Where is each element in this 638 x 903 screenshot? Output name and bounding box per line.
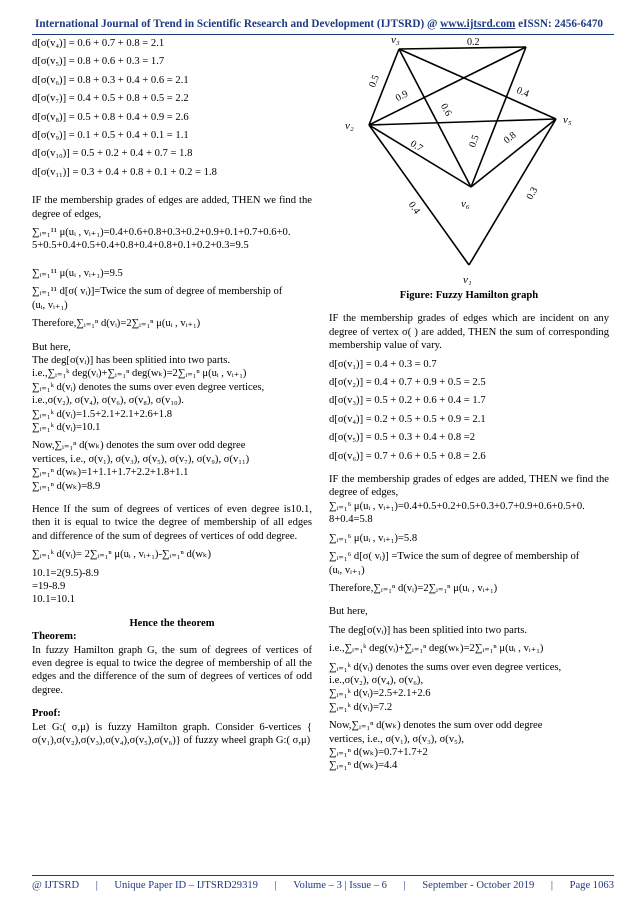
proof-text: Let G:( σ,μ) is fuzzy Hamilton graph. Consider 6-vertices { σ(v₁),σ(v₂),σ(v₃),σ(v₄),σ(v₅),σ(v₆)} of fuzzy wheel graph G:( σ,μ) (32, 721, 312, 747)
left-twice-line1: ∑ᵢ₌₁¹¹ d[σ( vᵢ)]=Twice the sum of degree of membership of (32, 286, 283, 298)
left-even-line1: ∑ᵢ₌₁ᵏ d(vᵢ) denotes the sums over even degree vertices, (32, 381, 265, 393)
vertex-label-v1: v₁ (463, 274, 472, 286)
vertex-degree-line: d[σ(v₉)] = 0.1 + 0.5 + 0.4 + 0.1 = 1.1 (32, 130, 189, 142)
edge-label-v4-v6: 0.5 (467, 133, 482, 150)
left-odd-line2: vertices, i.e., σ(v₁), σ(v₃), σ(v₅), σ(v₇), σ(v₉), σ(v₁₁) (32, 453, 250, 465)
edge-label-v4-v5: 0.4 (514, 85, 531, 100)
vertex-degree-line: d[σ(v₁₁)] = 0.3 + 0.4 + 0.8 + 0.1 + 0.2 = 1.8 (32, 166, 217, 178)
edge-label-v2-v1: 0.4 (405, 199, 423, 217)
edge-label-v5-v6: 0.8 (501, 129, 519, 147)
edge-label-v2-v4: 0.9 (393, 88, 411, 104)
vertex-degree-line: d[σ(v₄)] = 0.2 + 0.5 + 0.5 + 0.9 = 2.1 (329, 413, 486, 425)
vertex-degree-line: d[σ(v₄)] = 0.6 + 0.7 + 0.8 = 2.1 (32, 38, 165, 49)
left-even-sum: ∑ᵢ₌₁ᵏ d(vᵢ)=1.5+2.1+2.1+2.6+1.8 (32, 408, 173, 420)
right-sum-edges-total: ∑ᵢ₌₁⁶ μ(uᵢ , vᵢ₊₁)=5.8 (329, 532, 418, 544)
left-formula: ∑ᵢ₌₁ᵏ d(vᵢ)= 2∑ᵢ₌₁ⁿ μ(uᵢ , vᵢ₊₁)-∑ᵢ₌₁ⁿ d(wₖ) (32, 549, 212, 561)
left-calc-2: =19-8.9 (32, 581, 66, 592)
footer-separator: | (274, 880, 277, 891)
footer-page-number: Page 1063 (569, 880, 614, 891)
footer-separator: | (95, 880, 98, 891)
right-therefore: Therefore,∑ᵢ₌₁ⁿ d(vᵢ)=2∑ᵢ₌₁ⁿ μ(uᵢ , vᵢ₊₁) (329, 582, 498, 594)
left-therefore: Therefore,∑ᵢ₌₁ⁿ d(vᵢ)=2∑ᵢ₌₁ⁿ μ(uᵢ , vᵢ₊₁) (32, 318, 201, 330)
right-degree-list (329, 358, 609, 463)
vertex-degree-line: d[σ(v₂)] = 0.4 + 0.7 + 0.9 + 0.5 = 2.5 (329, 377, 486, 389)
vertex-degree-line: d[σ(v₁₀)] = 0.5 + 0.2 + 0.4 + 0.7 = 1.8 (32, 148, 193, 160)
theorem-text: In fuzzy Hamilton graph G, the sum of degrees of vertices of even degree is equal to twice the degree of membership of all the edges and the difference of the sum of degrees of vertices of odd degree. (32, 644, 312, 696)
vertex-label-v3: v₃ (391, 37, 400, 46)
right-odd-line1: Now,∑ᵢ₌₁ⁿ d(wₖ) denotes the sum over odd degree (329, 720, 543, 732)
edge-label-v3-v6: 0.6 (438, 101, 454, 119)
left-sum-edges-line2: 5+0.5+0.4+0.5+0.4+0.8+0.4+0.8+0.1+0.2+0.3=9.5 (32, 240, 249, 252)
left-if-edges-text: IF the membership grades of edges are added, THEN we find the degree of edges, (32, 195, 312, 220)
left-degree-list (32, 37, 312, 179)
left-sum-edges-total: ∑ᵢ₌₁¹¹ μ(uᵢ , vᵢ₊₁)=9.5 (32, 267, 123, 279)
left-column (32, 37, 312, 747)
left-split-text: The deg[σ(vᵢ)] has been splitied into two parts. (32, 354, 231, 366)
right-column (329, 37, 609, 773)
right-split-text: The deg[σ(vᵢ)] has been splitied into two parts. (329, 624, 528, 636)
page-footer (32, 880, 614, 891)
theorem-heading: Theorem: (32, 631, 77, 643)
right-even-line1: ∑ᵢ₌₁ᵏ d(vᵢ) denotes the sums over even degree vertices, (329, 661, 562, 673)
left-odd-line1: Now,∑ᵢ₌₁ⁿ d(wₖ) denotes the sum over odd degree (32, 440, 246, 452)
edge-label-v5-v1: 0.3 (524, 185, 541, 202)
left-calc-3: 10.1=10.1 (32, 594, 76, 606)
footer-paper-id: Unique Paper ID – IJTSRD29319 (114, 880, 258, 891)
right-even-sum: ∑ᵢ₌₁ᵏ d(vᵢ)=2.5+2.1+2.6 (329, 688, 431, 700)
journal-issn: eISSN: 2456-6470 (515, 18, 604, 30)
edge-v3-v4 (399, 47, 526, 49)
left-sum-edges-line1: ∑ᵢ₌₁¹¹ μ(uᵢ , vᵢ₊₁)=0.4+0.6+0.8+0.3+0.2+0.9+0.1+0.7+0.6+0. (32, 227, 291, 239)
edge-label-v3-v4: 0.2 (467, 37, 480, 48)
right-twice-line1: ∑ᵢ₌₁⁶ d[σ( vᵢ)] =Twice the sum of degree of membership of (329, 551, 580, 563)
figure-caption: Figure: Fuzzy Hamilton graph (399, 290, 539, 301)
vertex-label-v6: v₆ (461, 198, 470, 210)
right-odd-line2: vertices, i.e., σ(v₁), σ(v₃), σ(v₅), (329, 733, 464, 745)
fuzzy-hamilton-graph (329, 37, 609, 289)
vertex-degree-line: d[σ(v₃)] = 0.5 + 0.2 + 0.6 + 0.4 = 1.7 (329, 395, 486, 407)
vertex-degree-line: d[σ(v₈)] = 0.5 + 0.8 + 0.4 + 0.9 = 2.6 (32, 111, 189, 123)
vertex-degree-line: d[σ(v₇)] = 0.4 + 0.5 + 0.8 + 0.5 = 2.2 (32, 93, 189, 105)
vertex-degree-line: d[σ(v₆)] = 0.7 + 0.6 + 0.5 + 0.8 = 2.6 (329, 450, 486, 462)
left-ie-formula: i.e.,∑ᵢ₌₁ᵏ deg(vᵢ)+∑ᵢ₌₁ⁿ deg(wₖ)=2∑ᵢ₌₁ⁿ μ(uᵢ , vᵢ₊₁) (32, 368, 247, 380)
vertex-degree-line: d[σ(v₅)] = 0.5 + 0.3 + 0.4 + 0.8 =2 (329, 432, 476, 444)
vertex-degree-line: d[σ(v₅)] = 0.8 + 0.6 + 0.3 = 1.7 (32, 56, 165, 68)
footer-publisher: @ IJTSRD (32, 880, 80, 891)
fuzzy-hamilton-figure (329, 37, 609, 289)
journal-header (0, 18, 638, 30)
left-even-line2: i.e.,σ(v₂), σ(v₄), σ(v₆), σ(v₈), σ(v₁₀). (32, 395, 184, 407)
right-if-edges-text: IF the membership grades of edges are added, THEN we find the degree of edges, (329, 474, 609, 499)
right-but-here: But here, (329, 606, 368, 618)
right-even-total: ∑ᵢ₌₁ᵏ d(vᵢ)=7.2 (329, 701, 393, 713)
right-odd-total: ∑ᵢ₌₁ⁿ d(wₖ)=4.4 (329, 760, 398, 772)
vertex-label-v5: v₅ (563, 114, 572, 126)
right-twice-line2: (uᵢ, vᵢ₊₁) (329, 564, 365, 576)
left-twice-line2: (uᵢ, vᵢ₊₁) (32, 299, 68, 311)
journal-title: International Journal of Trend in Scientific Research and Development (IJTSRD) @ (34, 18, 441, 30)
vertex-degree-line: d[σ(v₆)] = 0.8 + 0.3 + 0.4 + 0.6 = 2.1 (32, 74, 189, 86)
header-rule (32, 34, 614, 35)
left-hence-paragraph: Hence If the sum of degrees of vertices of even degree is10.1, then it is equal to twice the degree of membership of all edges and difference of the sum of degrees of vertices of odd degree. (32, 503, 312, 542)
hence-theorem-heading: Hence the theorem (129, 617, 215, 629)
footer-volume: Volume – 3 | Issue – 6 (293, 880, 387, 891)
vertex-degree-line: d[σ(v₁)] = 0.4 + 0.3 = 0.7 (329, 358, 437, 370)
left-odd-sum: ∑ᵢ₌₁ⁿ d(wₖ)=1+1.1+1.7+2.2+1.8+1.1 (32, 467, 189, 479)
right-ie-formula: i.e.,∑ᵢ₌₁ᵏ deg(vᵢ)+∑ᵢ₌₁ⁿ deg(wₖ)=2∑ᵢ₌₁ⁿ μ(uᵢ , vᵢ₊₁) (329, 643, 544, 655)
journal-url-link[interactable]: www.ijtsrd.com (440, 18, 516, 30)
footer-separator: | (403, 880, 406, 891)
right-even-line2: i.e.,σ(v₂), σ(v₄), σ(v₆), (329, 674, 424, 686)
edge-v3-v5 (399, 49, 556, 119)
right-if-vertices-text: IF the membership grades of edges which are incident on any degree of vertex σ( ) are added, THEN the sum of corresponding membership value of vary. (329, 313, 609, 352)
footer-rule (32, 875, 614, 876)
proof-heading: Proof: (32, 708, 61, 720)
edge-label-v2-v5: 0.7 (408, 138, 425, 155)
right-sum-edges-line2: 8+0.4=5.8 (329, 514, 373, 526)
right-sum-edges-line1: ∑ᵢ₌₁⁶ μ(uᵢ , vᵢ₊₁)=0.4+0.5+0.2+0.5+0.3+0.7+0.9+0.6+0.5+0. (329, 500, 585, 512)
vertex-label-v2: v₂ (345, 120, 354, 132)
right-odd-sum: ∑ᵢ₌₁ⁿ d(wₖ)=0.7+1.7+2 (329, 746, 428, 758)
footer-separator: | (550, 880, 553, 891)
footer-date: September - October 2019 (422, 880, 535, 891)
left-but-here: But here, (32, 341, 71, 353)
edge-v2-v5 (369, 119, 556, 125)
left-calc-1: 10.1=2(9.5)-8.9 (32, 567, 99, 579)
edge-label-v3-v2: 0.5 (367, 73, 382, 90)
left-even-total: ∑ᵢ₌₁ᵏ d(vᵢ)=10.1 (32, 421, 101, 433)
edge-v3-v6 (399, 49, 471, 187)
left-odd-total: ∑ᵢ₌₁ⁿ d(wₖ)=8.9 (32, 480, 101, 492)
